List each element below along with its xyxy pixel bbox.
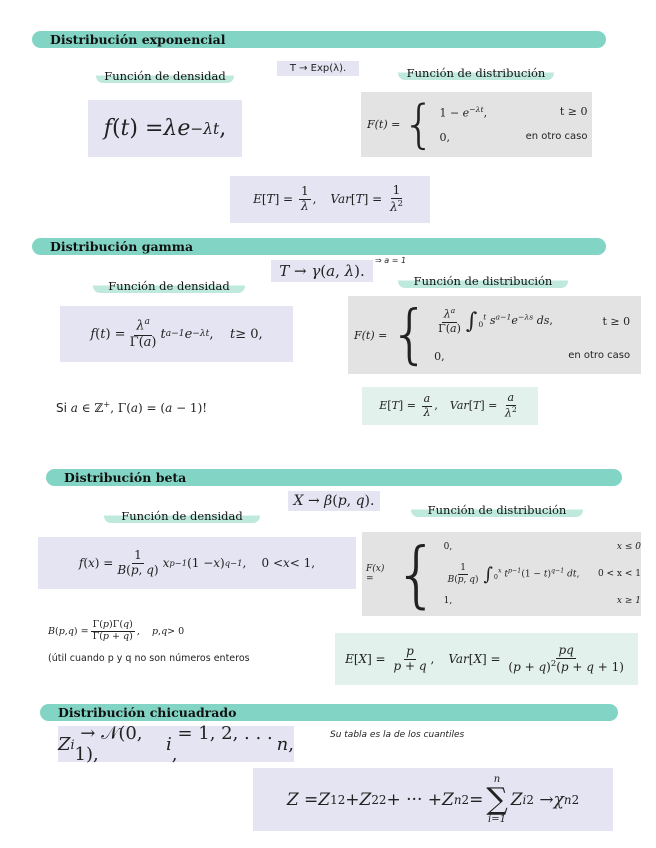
left-brace: { <box>389 298 431 372</box>
expectation-beta: E[X] = $\frac{p}{p + q}$ , <box>345 643 435 673</box>
density-formula-beta: f ( x ) = $\frac{1}{B(p, q)}$ x p−1 (1 − x ) q−1 , 0 < x < 1, <box>38 537 356 589</box>
cdf-lead: F(t) = <box>354 328 388 342</box>
moments-exponential <box>230 176 430 223</box>
variable-chisquare: Z i → 𝒩(0, 1), i = 1, 2, . . . , n , <box>58 723 294 765</box>
cdf-case1-expr: 0, <box>443 541 453 552</box>
cdf-formula-beta <box>362 532 641 616</box>
variable-gamma: T → γ(a, λ). <box>271 260 373 282</box>
variance-beta: Var[X] = $\frac{pq}{(p + q)^2(p + q + 1)}$ <box>448 642 624 674</box>
cdf-case1-cond: t ≥ 0 <box>602 314 631 328</box>
moments-beta <box>335 633 638 685</box>
cdf-formula-gamma <box>348 296 641 374</box>
summation-symbol: n ∑ i=1 <box>486 773 508 825</box>
variance-exponential: Var[T] = $\frac{1}{\lambda^2}$ <box>330 183 403 214</box>
density-label-gamma: Función de densidad <box>93 279 245 293</box>
section-title: Distribución beta <box>64 470 187 485</box>
beta-note: (útil cuando p y q no son números enteros <box>48 653 250 664</box>
sum-formula-chisquare: Z = Z 1 2 + Z 2 2 + ··· + Z n 2 = n ∑ i=1 Z i 2 → χ n 2 <box>253 768 613 831</box>
density-formula-exponential: f ( t ) = λe −λt , <box>88 100 242 157</box>
expectation-exponential: E[T] = $\frac{1}{\lambda}$ , <box>253 184 317 213</box>
cdf-cases <box>439 92 587 157</box>
moments-gamma <box>362 387 538 425</box>
handwritten-note-gamma: ⇒ a = 1 <box>375 256 407 265</box>
cdf-case1-expr: $1 - e^{-\lambda t}$, <box>439 105 488 120</box>
variance-gamma: Var[T] = $\frac{a}{\lambda^2}$ <box>449 391 517 420</box>
density-formula-gamma: f ( t ) = $\frac{\lambda^a}{\Gamma(a)}$ t a−1 e −λt , t ≥ 0, <box>60 306 293 362</box>
cdf-case2-expr: 0, <box>434 349 445 363</box>
distribution-label-exponential: Función de distribución <box>398 66 554 80</box>
section-header-gamma <box>32 238 606 255</box>
left-brace: { <box>393 532 440 616</box>
section-title: Distribución exponencial <box>50 32 226 47</box>
cdf-case1-cond: x ≤ 0 <box>616 541 641 552</box>
cdf-lead: F(t) = <box>367 118 401 131</box>
cdf-case2-cond: 0 < x < 1 <box>597 569 641 579</box>
section-title: Distribución chicuadrado <box>58 705 237 720</box>
cdf-case3-cond: x ≥ 1 <box>616 596 641 607</box>
density-label-beta: Función de densidad <box>104 509 260 523</box>
variable-beta: X → β(p, q). <box>288 491 380 511</box>
expectation-gamma: E[T] = $\frac{a}{\lambda}$ , <box>379 391 438 419</box>
cdf-case3-expr: 1, <box>443 596 453 607</box>
distribution-label-gamma: Función de distribución <box>398 274 568 288</box>
cdf-case1-expr: $\frac{\lambda^a}{\Gamma(a)}$ $\int_0^t$ $s^{a-1}e^{-\lambda s}$ ds, <box>438 306 553 335</box>
handwritten-note-chisquare: Su tabla es la de los cuantiles <box>330 730 465 740</box>
section-header-chisquare <box>40 704 618 721</box>
cdf-case1-cond: t ≥ 0 <box>559 105 588 119</box>
beta-function-definition: B ( p , q ) = $\frac{\Gamma(p)\Gamma(q)}{\Gamma(p + q)}$ , p , q > 0 <box>48 619 185 642</box>
factorial-note-gamma: Si a ∈ ℤ+, Γ(a) = (a − 1)! <box>56 399 208 415</box>
section-header-exponential <box>32 31 606 48</box>
density-label-exponential: Función de densidad <box>96 69 234 83</box>
distribution-label-beta: Función de distribución <box>411 503 583 517</box>
section-title: Distribución gamma <box>50 239 194 254</box>
cdf-case2-expr: 0, <box>439 130 450 144</box>
cdf-case2-cond: en otro caso <box>568 349 631 361</box>
cdf-lead: F(x) = <box>366 564 385 584</box>
section-header-beta <box>46 469 622 486</box>
cdf-cases <box>434 296 630 374</box>
cdf-cases <box>444 532 641 616</box>
variable-exponential: T → Exp(λ). <box>277 61 359 76</box>
left-brace: { <box>402 94 436 155</box>
cdf-formula-exponential <box>361 92 592 157</box>
cdf-case2-expr: $\frac{1}{B(p, q)}$ $\int_0^x$ $t^{p-1}(1 - t)^{q-1}$ dt, <box>447 563 580 585</box>
cdf-case2-cond: en otro caso <box>525 130 588 142</box>
